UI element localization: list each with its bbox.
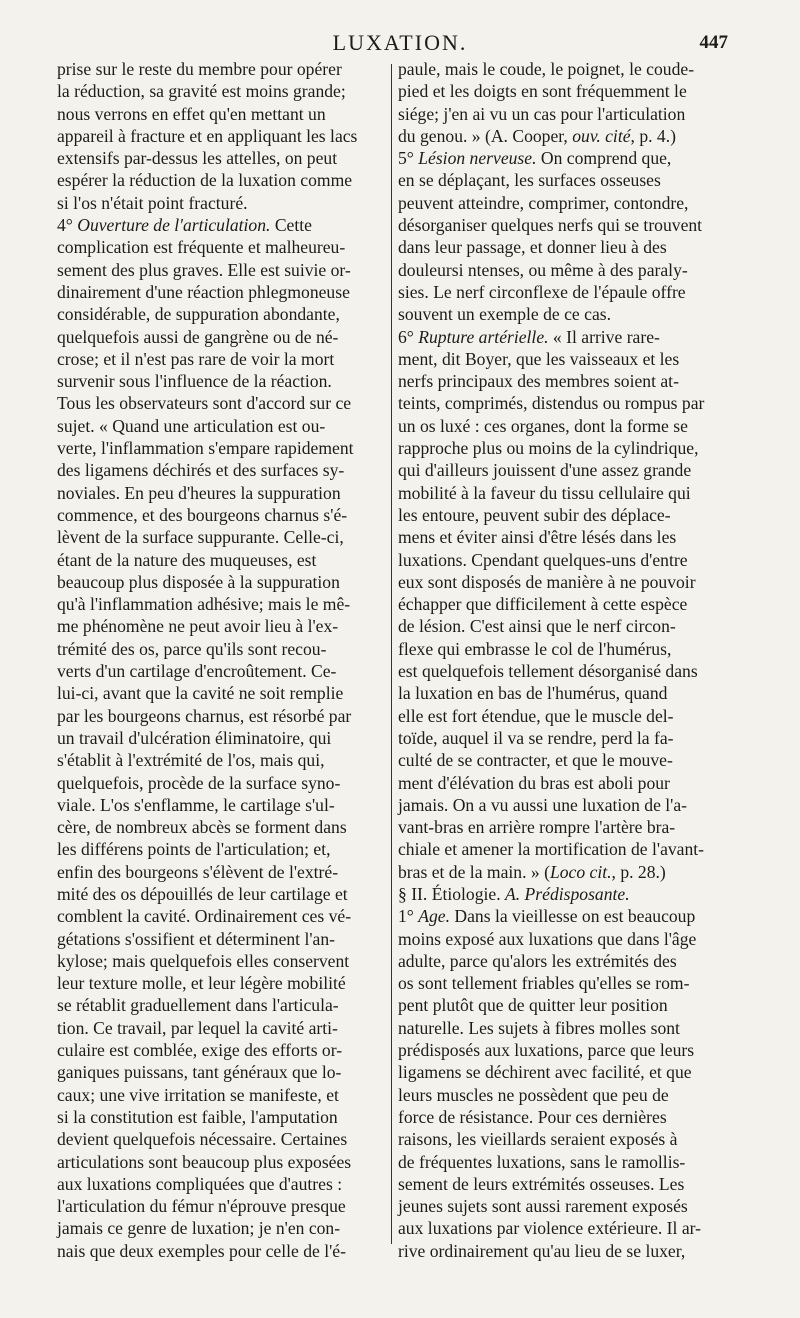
text-line: § II. Étiologie. A. Prédisposante.	[398, 883, 630, 904]
text-line: paule, mais le coude, le poignet, le coude-	[398, 59, 695, 79]
text-line: pied et les doigts en sont fréquemment le	[398, 81, 687, 102]
text-line: ment, dit Boyer, que les vaisseaux et les	[398, 348, 680, 369]
text-line: adulte, parce qu'alors les extrémités des	[398, 950, 677, 971]
text-line: sement de leurs extrémités osseuses. Les	[398, 1173, 685, 1194]
text-line: tion. Ce travail, par lequel la cavité arti-	[57, 1017, 338, 1038]
text-line: dinairement d'une réaction phlegmoneuse	[57, 281, 350, 302]
text-line: dans leur passage, et donner lieu à des	[398, 237, 667, 258]
text-line: elle est fort étendue, que le muscle del-	[398, 705, 674, 726]
text-line: prise sur le reste du membre pour opérer	[57, 59, 342, 79]
text-line: culté de se contracter, et que le mouve-	[398, 750, 673, 771]
text-line: quelquefois aussi de gangrène ou de né-	[57, 326, 339, 347]
text-line: de fréquentes luxations, sans le ramollis-	[398, 1151, 686, 1172]
text-line: Tous les observateurs sont d'accord sur ce	[57, 393, 352, 414]
text-line: mobilité à la faveur du tissu cellulaire qui	[398, 482, 691, 503]
text-line: s'établit à l'extrémité de l'os, mais qui,	[57, 750, 325, 771]
text-line: pent plutôt que de quitter leur position	[398, 995, 668, 1016]
text-line: luxations. Cpendant quelques-uns d'entre	[398, 549, 688, 570]
text-line: est quelquefois tellement désorganisé dans	[398, 661, 698, 682]
text-line: caux; une vive irritation se manifeste, et	[57, 1084, 339, 1105]
right-column	[398, 58, 723, 1262]
italic-phrase: Lésion nerveuse.	[418, 148, 537, 169]
text-line: 4° Ouverture de l'articulation. Cette	[57, 215, 312, 236]
text-line: extensifs par-dessus les attelles, on peut	[57, 148, 338, 169]
text-line: par les bourgeons charnus, est résorbé par	[57, 705, 352, 726]
text-line: prédisposés aux luxations, parce que leurs	[398, 1040, 695, 1061]
text-line: qu'à l'inflammation adhésive; mais le mê-	[57, 594, 351, 615]
text-line: devient quelquefois nécessaire. Certaines	[57, 1129, 348, 1150]
text-line: sujet. « Quand une articulation est ou-	[57, 415, 326, 436]
text-line: jeunes sujets sont aussi rarement exposés	[398, 1196, 688, 1217]
page-number: 447	[699, 32, 728, 53]
text-line: lèvent de la surface suppurante. Celle-ci,	[57, 527, 344, 548]
text-line: se rétablit graduellement dans l'articula-	[57, 995, 339, 1016]
text-line: verte, l'inflammation s'empare rapidement	[57, 438, 354, 459]
text-line: nous verrons en effet qu'en mettant un	[57, 103, 326, 124]
text-line: flexe qui embrasse le col de l'humérus,	[398, 638, 672, 659]
text-line: du genou. » (A. Cooper, ouv. cité, p. 4.)	[398, 125, 676, 146]
text-line: douleursi ntenses, ou même à des paraly-	[398, 259, 688, 280]
text-line: me phénomène ne peut avoir lieu à l'ex-	[57, 616, 339, 637]
text-line: verts d'un cartilage d'encroûtement. Ce-	[57, 661, 337, 682]
text-line: mens et éviter ainsi d'être lésés dans les	[398, 527, 677, 548]
text-line: nais que deux exemples pour celle de l'é-	[57, 1240, 346, 1261]
left-column	[57, 58, 382, 1262]
text-line: raisons, les vieillards seraient exposés à	[398, 1129, 678, 1150]
italic-phrase: A. Prédisposante.	[505, 883, 630, 904]
text-line: aux luxations par violence extérieure. Il ar-	[398, 1218, 702, 1239]
text-line: sement des plus graves. Elle est suivie or-	[57, 259, 351, 280]
text-line: mité des os dépouillés de leur cartilage et	[57, 883, 348, 904]
text-line: chiale et amener la mortification de l'avant-	[398, 839, 705, 860]
text-line: un os luxé : ces organes, dont la forme se	[398, 415, 688, 436]
text-line: jamais ce genre de luxation; je n'en con-	[57, 1218, 341, 1239]
text-line: les entoure, peuvent subir des déplace-	[398, 504, 671, 525]
text-line: un travail d'ulcération éliminatoire, qui	[57, 727, 332, 748]
text-line: ganiques puissans, tant généraux que lo-	[57, 1062, 342, 1083]
text-line: cère, de nombreux abcès se forment dans	[57, 817, 347, 838]
text-line: ligamens se déchirent avec facilité, et que	[398, 1062, 692, 1083]
text-line: nerfs principaux des membres soient at-	[398, 371, 679, 392]
text-line: vant-bras en arrière rompre l'artère bra-	[398, 817, 676, 838]
text-line: jamais. On a vu aussi une luxation de l'a-	[398, 794, 687, 815]
italic-phrase: Loco cit.	[549, 861, 612, 882]
text-line: considérable, de suppuration abondante,	[57, 304, 340, 325]
text-line: articulations sont beaucoup plus exposées	[57, 1151, 352, 1172]
text-line: force de résistance. Pour ces dernières	[398, 1106, 667, 1127]
text-line: 1° Age. Dans la vieillesse on est beaucoup	[398, 906, 696, 927]
text-line: peuvent atteindre, comprimer, contondre,	[398, 192, 689, 213]
text-line: appareil à fracture et en appliquant les lacs	[57, 125, 358, 146]
text-line: trémité des os, parce qu'ils sont recou-	[57, 638, 327, 659]
text-line: sies. Le nerf circonflexe de l'épaule offre	[398, 281, 686, 302]
text-line: bras et de la main. » (Loco cit., p. 28.)	[398, 861, 666, 882]
text-line: beaucoup plus disposée à la suppuration	[57, 571, 340, 592]
text-line: siége; j'en ai vu un cas pour l'articulation	[398, 103, 686, 124]
text-line: toïde, auquel il va se rendre, perd la fa-	[398, 727, 674, 748]
italic-phrase: Rupture artérielle.	[418, 326, 549, 347]
text-line: l'articulation du fémur n'éprouve presque	[57, 1196, 346, 1217]
text-line: la réduction, sa gravité est moins grande;	[57, 81, 346, 102]
text-line: comblent la cavité. Ordinairement ces vé-	[57, 906, 352, 927]
text-line: viale. L'os s'enflamme, le cartilage s'ul-	[57, 794, 335, 815]
running-title: LUXATION.	[332, 30, 468, 55]
text-line: rapproche plus ou moins de la cylindrique,	[398, 438, 699, 459]
text-line: les différens points de l'articulation; et,	[57, 839, 331, 860]
text-line: étant de la nature des muqueuses, est	[57, 549, 317, 570]
text-line: lui-ci, avant que la cavité ne soit remplie	[57, 683, 344, 704]
italic-phrase: Ouverture de l'articulation.	[77, 215, 271, 236]
text-line: teints, comprimés, distendus ou rompus par	[398, 393, 705, 414]
text-line: si l'os n'était point fracturé.	[57, 192, 248, 213]
text-line: aux luxations compliquées que d'autres :	[57, 1173, 343, 1194]
text-line: noviales. En peu d'heures la suppuration	[57, 482, 341, 503]
text-line: quelquefois, procède de la surface syno-	[57, 772, 341, 793]
text-line: complication est fréquente et malheureu-	[57, 237, 346, 258]
text-line: naturelle. Les sujets à fibres molles sont	[398, 1017, 680, 1038]
text-line: ment d'élévation du bras est aboli pour	[398, 772, 670, 793]
text-line: désorganiser quelques nerfs qui se trouvent	[398, 215, 703, 236]
text-line: gétations s'ossifient et déterminent l'an-	[57, 928, 335, 949]
column-divider	[391, 64, 392, 1244]
text-line: des ligamens déchirés et des surfaces sy-	[57, 460, 345, 481]
text-line: commence, et des bourgeons charnus s'é-	[57, 504, 348, 525]
text-line: eux sont disposés de manière à ne pouvoir	[398, 571, 696, 592]
text-line: os sont tellement friables qu'elles se rom-	[398, 973, 690, 994]
text-line: survenir sous l'influence de la réaction.	[57, 371, 332, 392]
text-line: 5° Lésion nerveuse. On comprend que,	[398, 148, 672, 169]
text-line: rive ordinairement qu'au lieu de se luxer,	[398, 1240, 686, 1261]
running-head	[0, 30, 800, 58]
text-line: de lésion. C'est ainsi que le nerf circon-	[398, 616, 676, 637]
text-line: si la constitution est faible, l'amputation	[57, 1106, 338, 1127]
text-line: leurs muscles ne possèdent que peu de	[398, 1084, 669, 1105]
text-line: la luxation en bas de l'humérus, quand	[398, 683, 668, 704]
text-line: culaire est comblée, exige des efforts or-	[57, 1040, 343, 1061]
text-line: moins exposé aux luxations que dans l'âge	[398, 928, 697, 949]
text-line: souvent un exemple de ce cas.	[398, 304, 611, 325]
text-line: kylose; mais quelquefois elles conservent	[57, 950, 350, 971]
text-line: crose; et il n'est pas rare de voir la mort	[57, 348, 335, 369]
text-line: 6° Rupture artérielle. « Il arrive rare-	[398, 326, 660, 347]
italic-phrase: ouv. cité	[572, 125, 631, 146]
text-line: espérer la réduction de la luxation comme	[57, 170, 353, 191]
italic-phrase: Age.	[418, 906, 450, 927]
text-line: qui d'ailleurs jouissent d'une assez grande	[398, 460, 692, 481]
text-line: en se déplaçant, les surfaces osseuses	[398, 170, 661, 191]
text-line: leur texture molle, et leur légère mobilité	[57, 973, 346, 994]
text-line: enfin des bourgeons s'élèvent de l'extré-	[57, 861, 339, 882]
text-line: échapper que difficilement à cette espèce	[398, 594, 688, 615]
